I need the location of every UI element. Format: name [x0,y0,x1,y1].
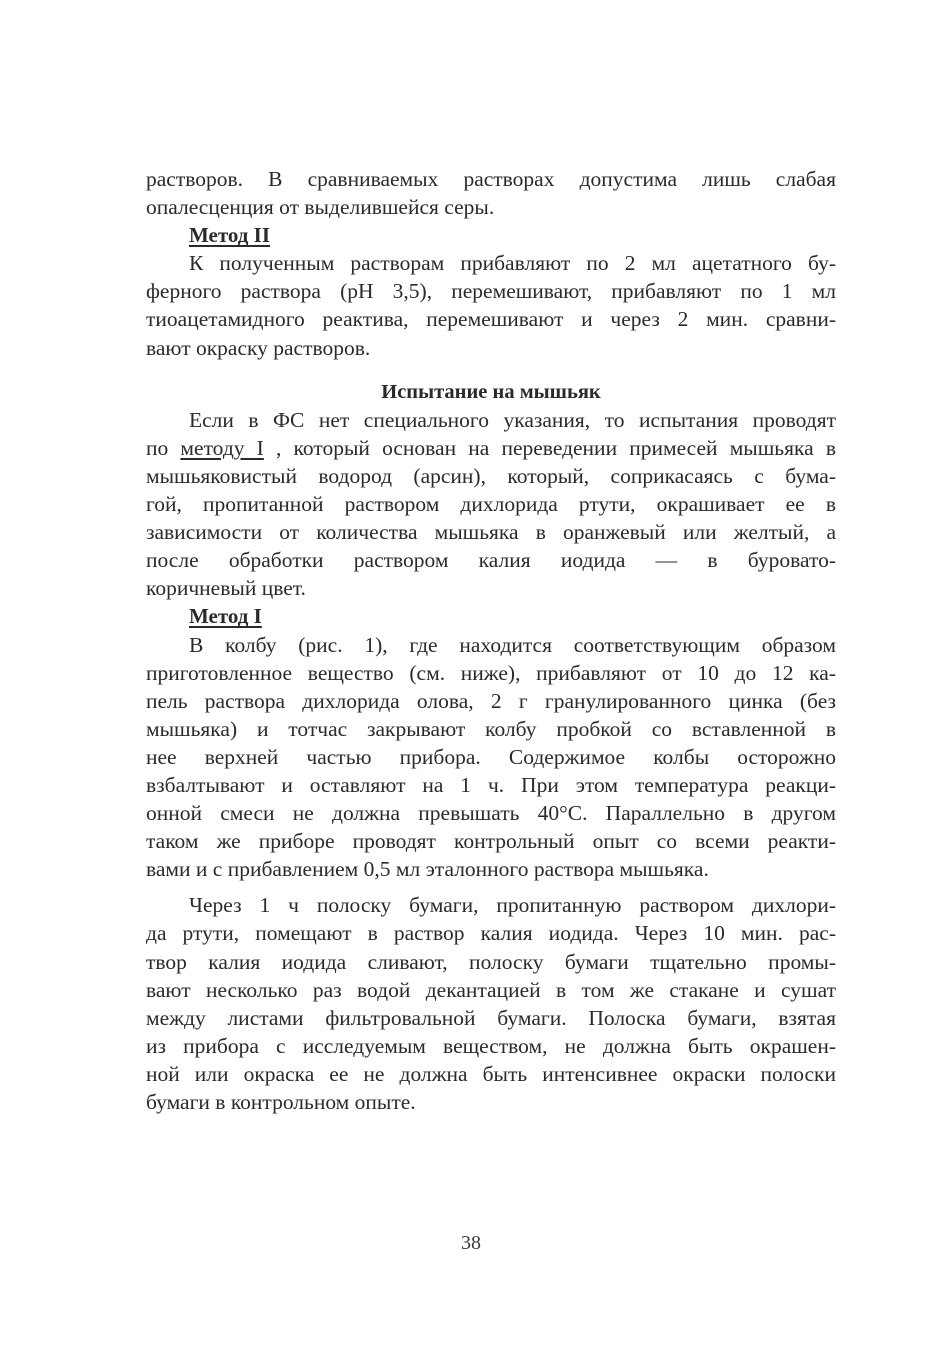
text-line: вами и с прибавлением 0,5 мл эталонного раствора мышьяка. [146,857,709,882]
text-fragment: , который основан на переведении примесей мышьяка в [263,435,836,460]
text-line: Если в ФС нет специального указания, то испытания проводят [189,407,836,432]
text-line: взбалтывают и оставляют на 1 ч. При этом температура реакци- [146,772,836,797]
text-line-with-reference [146,434,836,462]
text-line: ферного раствора (pH 3,5), перемешивают, прибавляют по 1 мл [146,279,836,304]
text-line: бумаги в контрольном опыте. [146,1090,416,1114]
text-line: тиоацетамидного реактива, перемешивают и через 2 мин. сравни- [146,307,836,332]
spacer [146,883,836,891]
text-line: ной или окраска ее не должна быть интенсивнее окраски полоски [146,1061,836,1086]
method-2-heading: Метод II [189,223,271,248]
text-line: пель раствора дихлорида олова, 2 г гранулированного цинка (без [146,688,836,713]
text-line: зависимости от количества мышьяка в оранжевый или желтый, а [146,520,836,545]
spacer [146,362,836,378]
method-1-reference: методу I [180,435,264,460]
text-line: опалесценция от выделившейся серы. [146,195,495,220]
text-line: Через 1 ч полоску бумаги, пропитанную раствором дихлори- [189,893,836,918]
text-line: между листами фильтровальной бумаги. Полоска бумаги, взятая [146,1005,836,1030]
text-line: вают окраску растворов. [146,335,371,360]
text-line: таком же приборе проводят контрольный опыт со всеми реакти- [146,829,836,854]
text-line: растворов. В сравниваемых растворах допустима лишь слабая [146,167,836,191]
text-line: из прибора с исследуемым веществом, не должна быть окрашен- [146,1033,836,1058]
text-line: да ртути, помещают в раствор калия иодида. Через 10 мин. рас- [146,921,836,946]
page-number: 38 [461,1232,481,1254]
text-line: мышьяковистый водород (арсин), который, соприкасаясь с бума- [146,463,836,488]
method-1-heading: Метод I [189,604,262,629]
text-line: твор калия иодида сливают, полоску бумаги тщательно промы- [146,949,836,974]
text-line: К полученным растворам прибавляют по 2 мл ацетатного бу- [189,251,836,276]
text-line: гой, пропитанной раствором дихлорида ртути, окрашивает ее в [146,492,836,517]
text-fragment: по [146,435,181,460]
page-body [146,165,836,1116]
text-line: мышьяка) и тотчас закрывают колбу пробкой со вставленной в [146,716,836,741]
text-line: онной смеси не должна превышать 40°C. Параллельно в другом [146,801,836,826]
text-line: нее верхней частью прибора. Содержимое колбы осторожно [146,744,836,769]
text-line: В колбу (рис. 1), где находится соответствующим образом [189,632,836,657]
text-line: коричневый цвет. [146,576,306,601]
text-line: вают несколько раз водой декантацией в том же стакане и сушат [146,977,836,1002]
section-heading: Испытание на мышьяк [381,380,601,403]
text-line: приготовленное вещество (см. ниже), прибавляют от 10 до 12 ка- [146,660,836,685]
text-line: после обработки раствором калия иодида — в буровато- [146,548,836,573]
